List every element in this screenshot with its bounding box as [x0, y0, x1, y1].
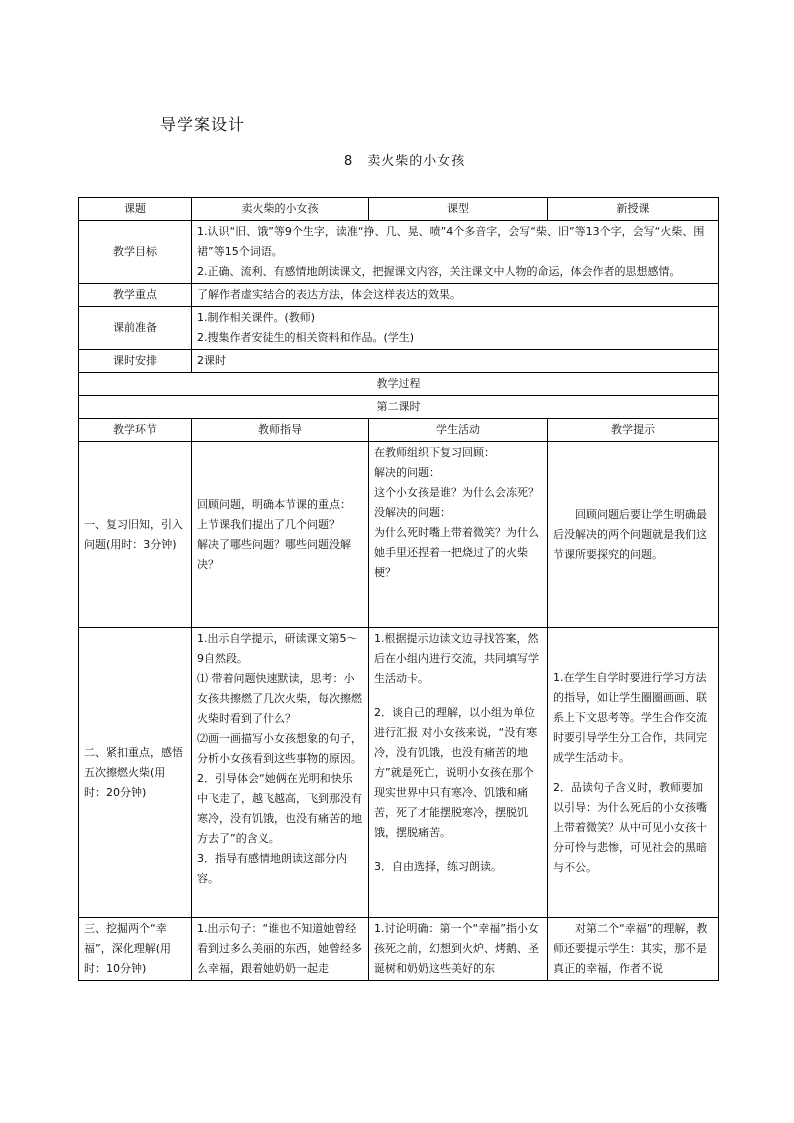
student-line: 3．自由选择，练习朗读。	[374, 860, 502, 873]
student-line: 为什么死时嘴上带着微笑？为什么她手里还捏着一把烧过了的火柴梗？	[374, 526, 539, 579]
teacher-cell	[192, 918, 369, 981]
student-cell	[369, 442, 548, 628]
hint-line: 对第二个“幸福”的理解，教师还要提示学生：其实，那不是真正的幸福，作者不说	[553, 922, 708, 975]
stage-cell: 一、复习旧知，引入问题(用时：3分钟)	[79, 442, 192, 628]
goals-content	[192, 221, 719, 284]
topic-row	[79, 198, 719, 221]
student-line: 没解决的问题：	[374, 506, 451, 519]
student-line: 1.讨论明确：第一个“幸福”指小女孩死之前，幻想到火炉、烤鹅、圣诞树和奶奶这些美好的东	[374, 922, 539, 975]
prep-content	[192, 307, 719, 350]
teacher-line: ⑴ 带着问题快速默读，思考：小女孩共擦燃了几次火柴，每次擦燃火柴时看到了什么？	[197, 672, 362, 725]
process-row-2	[79, 628, 719, 918]
hint-line: 回顾问题后要让学生明确最后没解决的两个问题就是我们这节课所要探究的问题。	[553, 507, 707, 561]
goals-row	[79, 221, 719, 284]
teacher-cell	[192, 442, 369, 628]
prep-label: 课前准备	[79, 307, 192, 350]
process-title: 教学过程	[79, 373, 719, 396]
student-cell	[369, 918, 548, 981]
column-header-hint: 教学提示	[548, 419, 719, 442]
schedule-row	[79, 350, 719, 373]
teacher-line: 1.出示自学提示，研读课文第5～9自然段。	[197, 632, 358, 665]
student-cell	[369, 628, 548, 918]
column-header-row	[79, 419, 719, 442]
column-header-teacher: 教师指导	[192, 419, 369, 442]
prep-item: 1.制作相关课件。(教师)	[197, 311, 316, 324]
teacher-line: 解决了哪些问题？哪些问题没解决？	[197, 537, 351, 571]
lesson-name: 卖火柴的小女孩	[367, 154, 466, 169]
hint-cell	[548, 628, 719, 918]
teacher-line: 3．指导有感情地朗读这部分内容。	[197, 852, 347, 885]
schedule-value: 2课时	[192, 350, 719, 373]
column-header-stage: 教学环节	[79, 419, 192, 442]
prep-row	[79, 307, 719, 350]
teacher-line: 上节课我们提出了几个问题？	[197, 517, 340, 531]
student-line: 1.根据提示边读文边寻找答案，然后在小组内进行交流，共同填写学生活动卡。	[374, 632, 539, 685]
period-title-row	[79, 396, 719, 419]
student-line: 这个小女孩是谁？为什么会冻死？	[374, 486, 539, 499]
column-header-student: 学生活动	[369, 419, 548, 442]
period-title: 第二课时	[79, 396, 719, 419]
type-value: 新授课	[548, 198, 719, 221]
hint-cell	[548, 918, 719, 981]
teacher-line: 回顾问题，明确本节课的重点：	[197, 497, 351, 511]
topic-value: 卖火柴的小女孩	[192, 198, 369, 221]
lesson-number: 8	[344, 154, 354, 169]
goal-item: 2.正确、流利、有感情地朗读课文，把握课文内容，关注课文中人物的命运，体会作者的思想感情。	[197, 265, 681, 278]
student-line: 解决的问题：	[374, 466, 440, 479]
hint-line: 2．品读句子含义时，教师要加以引导：为什么死后的小女孩嘴上带着微笑？从中可见小女孩十分可怜与悲惨，可见社会的黑暗与不公。	[553, 780, 707, 874]
goal-item: 1.认识“旧、饿”等9个生字，读准“挣、几、晃、喷”4个多音字，会写“柴、旧”等13个字，会写“火柴、围裙”等15个词语。	[197, 225, 705, 258]
topic-label: 课题	[79, 198, 192, 221]
focus-label: 教学重点	[79, 284, 192, 307]
lesson-plan-table	[78, 197, 719, 981]
teacher-line: 2．引导体会“她俩在光明和快乐中飞走了，越飞越高，飞到那没有寒冷，没有饥饿，也没有痛苦的地方去了”的含义。	[197, 772, 362, 845]
prep-item: 2.搜集作者安徒生的相关资料和作品。(学生)	[197, 331, 415, 344]
stage-cell: 二、紧扣重点，感悟五次擦燃火柴(用时：20分钟)	[79, 628, 192, 918]
lesson-title	[344, 150, 465, 169]
focus-value: 了解作者虚实结合的表达方法，体会这样表达的效果。	[192, 284, 719, 307]
hint-line: 1.在学生自学时要进行学习方法的指导，如让学生圈圈画画、联系上下文思考等。学生合作交流时要引导学生分工合作，共同完成学生活动卡。	[553, 670, 707, 764]
teacher-line: 1.出示句子：“谁也不知道她曾经看到过多么美丽的东西，她曾经多么幸福，跟着她奶奶一起走	[197, 922, 362, 975]
teacher-line: ⑵画一画描写小女孩想象的句子，分析小女孩看到这些事物的原因。	[197, 732, 362, 765]
process-row-3	[79, 918, 719, 981]
student-line: 在教师组织下复习回顾：	[374, 446, 495, 459]
document-heading: 导学案设计	[160, 115, 246, 134]
focus-row	[79, 284, 719, 307]
process-title-row	[79, 373, 719, 396]
teacher-cell	[192, 628, 369, 918]
process-row-1	[79, 442, 719, 628]
student-line: 2．谈自己的理解，以小组为单位进行汇报 对小女孩来说，“没有寒冷，没有饥饿，也没有痛苦的地方”就是死亡，说明小女孩在那个现实世界中只有寒冷、饥饿和痛苦，死了才能摆脱寒冷，摆脱饥饿，摆脱痛苦。	[374, 706, 538, 839]
goals-label: 教学目标	[79, 221, 192, 284]
stage-cell: 三、挖掘两个“幸福”，深化理解(用时：10分钟)	[79, 918, 192, 981]
hint-cell	[548, 442, 719, 628]
schedule-label: 课时安排	[79, 350, 192, 373]
type-label: 课型	[369, 198, 548, 221]
